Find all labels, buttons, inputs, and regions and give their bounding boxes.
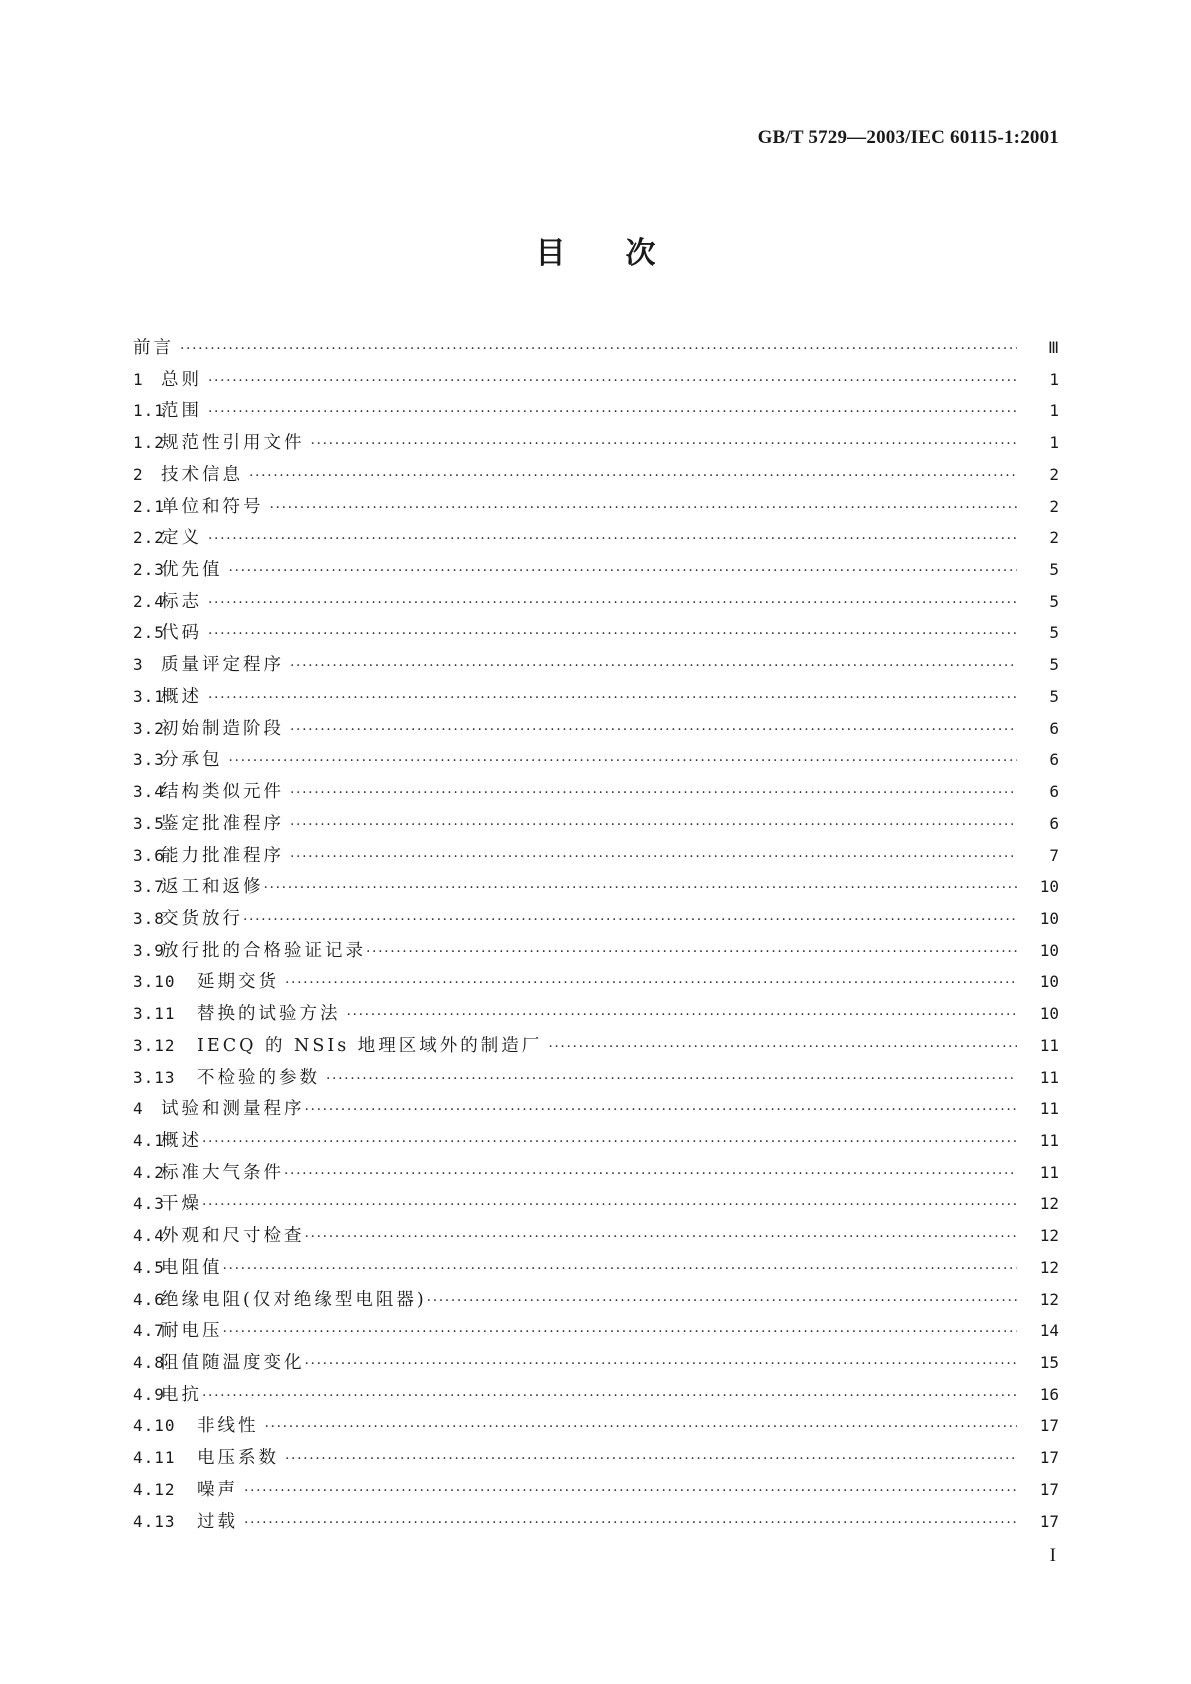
toc-entry-number: 4.12 (133, 1479, 176, 1499)
toc-entry-page: 11 (1039, 1035, 1059, 1055)
toc-entry-page: 10 (1039, 972, 1059, 992)
toc-entry-title: 范围 (161, 401, 202, 422)
toc-leader-dots (347, 1007, 1018, 1023)
toc-entry-page: 11 (1039, 1067, 1059, 1087)
toc-entry-number: 2.1 (133, 496, 165, 516)
toc-entry-page: 10 (1039, 940, 1059, 960)
toc-leader-dots (285, 975, 1017, 991)
toc-entry-page: 10 (1039, 1004, 1059, 1024)
toc-leader-dots (326, 1071, 1017, 1087)
toc-entry-number: 4.1 (133, 1130, 165, 1150)
toc-entry-page: 12 (1039, 1257, 1059, 1277)
toc-entry-page: 17 (1039, 1479, 1059, 1499)
toc-entry-number: 2.3 (133, 560, 165, 580)
toc-entry-page: 17 (1039, 1416, 1059, 1436)
toc-entry-number: 4.11 (133, 1448, 176, 1468)
toc-leader-dots (244, 1483, 1017, 1499)
toc-entry-number: 3.5 (133, 813, 165, 833)
toc-entry-title: 概述 (161, 686, 202, 707)
toc-entry-page: 11 (1039, 1162, 1059, 1182)
toc-leader-dots (285, 1451, 1017, 1467)
toc-entry-title: 外观和尺寸检查 (161, 1226, 305, 1247)
toc-entry-page: 5 (1049, 623, 1059, 643)
standard-code: GB/T 5729—2003/IEC 60115-1:2001 (757, 127, 1059, 148)
toc-entry[interactable] (133, 1381, 1059, 1413)
toc-entry-title: 非线性 (197, 1416, 259, 1437)
toc-leader-dots (229, 563, 1018, 579)
toc-entry-page: 6 (1049, 782, 1059, 802)
toc-leader-dots (223, 1324, 1018, 1340)
page-title-char: 目 (535, 236, 566, 271)
toc-entry-title: 分承包 (161, 750, 223, 771)
toc-entry-title: 返工和返修 (161, 877, 264, 898)
toc-leader-dots (290, 817, 1017, 833)
toc-leader-dots (244, 1515, 1017, 1531)
toc-entry-number: 4.5 (133, 1257, 165, 1277)
toc-entry[interactable] (133, 683, 1059, 715)
toc-leader-dots (208, 531, 1017, 547)
toc-entry-title: 定义 (161, 528, 202, 549)
toc-leader-dots (202, 1134, 1017, 1150)
toc-entry[interactable] (133, 1127, 1059, 1159)
toc-entry-title: IECQ 的 NSIs 地理区域外的制造厂 (197, 1035, 543, 1056)
toc-leader-dots (180, 341, 1017, 357)
toc-entry[interactable] (133, 429, 1059, 461)
toc-leader-dots (305, 1356, 1018, 1372)
toc-entry-page: 6 (1049, 813, 1059, 833)
toc-entry[interactable] (133, 746, 1059, 778)
toc-leader-dots (208, 373, 1017, 389)
toc-entry-page: 16 (1039, 1384, 1059, 1404)
toc-entry-page: 11 (1039, 1099, 1059, 1119)
toc-entry[interactable] (133, 461, 1059, 493)
toc-entry[interactable] (133, 1444, 1059, 1476)
toc-entry-number: 3.1 (133, 686, 165, 706)
toc-entry[interactable] (133, 556, 1059, 588)
toc-leader-dots (311, 436, 1018, 452)
toc-entry[interactable] (133, 1508, 1059, 1540)
toc-entry-title: 耐电压 (161, 1321, 223, 1342)
toc-leader-dots (290, 849, 1017, 865)
toc-entry-title: 代码 (161, 623, 202, 644)
toc-entry-page: 2 (1049, 528, 1059, 548)
toc-entry-page: 7 (1049, 845, 1059, 865)
toc-entry[interactable] (133, 810, 1059, 842)
toc-entry-number: 2.2 (133, 528, 165, 548)
toc-entry-title: 电抗 (161, 1384, 202, 1405)
toc-entry-title: 交货放行 (161, 908, 243, 929)
toc-leader-dots (290, 722, 1017, 738)
toc-entry-number: 2 (133, 464, 144, 484)
toc-entry-title: 技术信息 (161, 464, 243, 485)
toc-entry-number: 3.3 (133, 750, 165, 770)
toc-entry-number: 3.6 (133, 845, 165, 865)
page-number: I (1049, 1545, 1056, 1566)
toc-entry-page: 6 (1049, 718, 1059, 738)
toc-entry-number: 3.9 (133, 940, 165, 960)
toc-entry[interactable] (133, 1412, 1059, 1444)
page-title-char: 次 (625, 236, 656, 271)
toc-entry[interactable] (133, 651, 1059, 683)
toc-entry[interactable] (133, 334, 1059, 366)
toc-entry-number: 2.5 (133, 623, 165, 643)
toc-entry[interactable] (133, 937, 1059, 969)
toc-entry[interactable] (133, 905, 1059, 937)
toc-entry-title: 标志 (161, 591, 202, 612)
toc-entry-number: 3.7 (133, 877, 165, 897)
toc-entry-title: 噪声 (197, 1479, 238, 1500)
toc-entry-title: 单位和符号 (161, 496, 264, 517)
toc-entry-title: 标准大气条件 (161, 1162, 284, 1183)
toc-entry-page: 5 (1049, 560, 1059, 580)
toc-entry[interactable] (133, 366, 1059, 398)
toc-entry-page: 10 (1039, 877, 1059, 897)
toc-entry-number: 3.12 (133, 1035, 176, 1055)
toc-entry-number: 3.11 (133, 1004, 176, 1024)
toc-leader-dots (208, 595, 1017, 611)
toc-entry-page: 1 (1049, 433, 1059, 453)
toc-entry-page: 12 (1039, 1226, 1059, 1246)
toc-leader-dots (208, 404, 1017, 420)
toc-entry-title: 规范性引用文件 (161, 433, 305, 454)
toc-entry-number: 1 (133, 369, 144, 389)
toc-entry[interactable] (133, 968, 1059, 1000)
toc-entry-title: 干燥 (161, 1194, 202, 1215)
toc-entry-page: 5 (1049, 591, 1059, 611)
toc-entry[interactable] (133, 493, 1059, 525)
toc-leader-dots (208, 626, 1017, 642)
toc-leader-dots (305, 1229, 1018, 1245)
toc-entry-number: 3.8 (133, 908, 165, 928)
toc-entry-number: 4.4 (133, 1226, 165, 1246)
toc-entry-title: 概述 (161, 1130, 202, 1151)
toc-entry-page: 6 (1049, 750, 1059, 770)
toc-entry-page: 2 (1049, 496, 1059, 516)
toc-entry-title: 能力批准程序 (161, 845, 284, 866)
toc-entry-number: 4.9 (133, 1384, 165, 1404)
toc-leader-dots (229, 753, 1018, 769)
toc-entry[interactable] (133, 1064, 1059, 1096)
toc-entry-page: 1 (1049, 401, 1059, 421)
table-of-contents (133, 334, 1059, 1539)
toc-entry-page: 12 (1039, 1194, 1059, 1214)
toc-entry-number: 4.10 (133, 1416, 176, 1436)
toc-entry[interactable] (133, 1254, 1059, 1286)
toc-entry[interactable] (133, 778, 1059, 810)
toc-entry-number: 3.10 (133, 972, 176, 992)
toc-entry[interactable] (133, 1159, 1059, 1191)
toc-entry[interactable] (133, 1095, 1059, 1127)
toc-entry-number: 3 (133, 655, 144, 675)
toc-entry-page: 17 (1039, 1511, 1059, 1531)
toc-entry-page: 11 (1039, 1130, 1059, 1150)
toc-entry-number: 4.13 (133, 1511, 176, 1531)
toc-entry-title: 电阻值 (161, 1257, 223, 1278)
toc-leader-dots (249, 468, 1017, 484)
toc-leader-dots (202, 1388, 1017, 1404)
toc-entry-page: 5 (1049, 686, 1059, 706)
toc-entry-title: 优先值 (161, 560, 223, 581)
toc-leader-dots (305, 1102, 1018, 1118)
toc-entry-page: 10 (1039, 908, 1059, 928)
toc-entry[interactable] (133, 1286, 1059, 1318)
toc-entry[interactable] (133, 524, 1059, 556)
toc-entry-title: 总则 (161, 369, 202, 390)
toc-entry-page: 5 (1049, 655, 1059, 675)
toc-leader-dots (243, 912, 1017, 928)
toc-entry[interactable] (133, 397, 1059, 429)
toc-entry-number: 4.3 (133, 1194, 165, 1214)
toc-entry[interactable] (133, 1317, 1059, 1349)
toc-entry-number: 1.2 (133, 433, 165, 453)
toc-entry-page: 2 (1049, 464, 1059, 484)
toc-leader-dots (290, 785, 1017, 801)
toc-entry-number: 4.2 (133, 1162, 165, 1182)
toc-leader-dots (264, 880, 1018, 896)
toc-entry-title: 试验和测量程序 (161, 1099, 305, 1120)
toc-entry-title: 放行批的合格验证记录 (161, 940, 366, 961)
toc-entry[interactable] (133, 588, 1059, 620)
toc-leader-dots (427, 1293, 1017, 1309)
toc-entry-title: 质量评定程序 (161, 655, 284, 676)
toc-entry-title: 不检验的参数 (197, 1067, 320, 1088)
toc-leader-dots (265, 1419, 1018, 1435)
toc-entry-title: 绝缘电阻(仅对绝缘型电阻器) (161, 1289, 427, 1310)
toc-entry-title: 结构类似元件 (161, 782, 284, 803)
toc-entry-title: 电压系数 (197, 1448, 279, 1469)
page-title (0, 228, 1191, 272)
toc-entry[interactable] (133, 619, 1059, 651)
toc-entry-number: 2.4 (133, 591, 165, 611)
toc-entry-title: 阻值随温度变化 (161, 1353, 305, 1373)
toc-entry-number: 4.7 (133, 1321, 165, 1341)
toc-entry-title: 延期交货 (197, 972, 279, 993)
toc-entry-number: 3.13 (133, 1067, 176, 1087)
toc-entry-title: 过载 (197, 1511, 238, 1532)
toc-entry-title: 替换的试验方法 (197, 1004, 341, 1025)
toc-entry-number: 1.1 (133, 401, 165, 421)
toc-leader-dots (284, 1166, 1017, 1182)
toc-entry-title: 前言 (133, 338, 174, 358)
toc-entry-page: Ⅲ (1047, 338, 1059, 357)
toc-leader-dots (223, 1261, 1018, 1277)
toc-entry-page: 1 (1049, 369, 1059, 389)
toc-leader-dots (208, 690, 1017, 706)
toc-entry-number: 4 (133, 1099, 144, 1119)
toc-entry-page: 15 (1039, 1353, 1059, 1372)
toc-leader-dots (270, 500, 1018, 516)
toc-entry-number: 3.2 (133, 718, 165, 738)
toc-entry-title: 鉴定批准程序 (161, 813, 284, 834)
toc-entry-number: 4.8 (133, 1353, 165, 1372)
toc-entry[interactable] (133, 873, 1059, 905)
toc-entry[interactable] (133, 1190, 1059, 1222)
toc-entry-page: 12 (1039, 1289, 1059, 1309)
toc-entry-number: 4.6 (133, 1289, 165, 1309)
toc-entry[interactable] (133, 1476, 1059, 1508)
toc-entry-number: 3.4 (133, 782, 165, 802)
toc-entry[interactable] (133, 1032, 1059, 1064)
toc-leader-dots (366, 944, 1017, 960)
toc-entry[interactable] (133, 1349, 1059, 1381)
toc-leader-dots (548, 1039, 1017, 1055)
toc-entry[interactable] (133, 715, 1059, 747)
toc-entry[interactable] (133, 1000, 1059, 1032)
toc-leader-dots (202, 1197, 1017, 1213)
toc-entry-title: 初始制造阶段 (161, 718, 284, 739)
toc-leader-dots (290, 658, 1017, 674)
toc-entry[interactable] (133, 842, 1059, 874)
toc-entry-page: 14 (1039, 1321, 1059, 1341)
toc-entry-page: 17 (1039, 1448, 1059, 1468)
toc-entry[interactable] (133, 1222, 1059, 1254)
